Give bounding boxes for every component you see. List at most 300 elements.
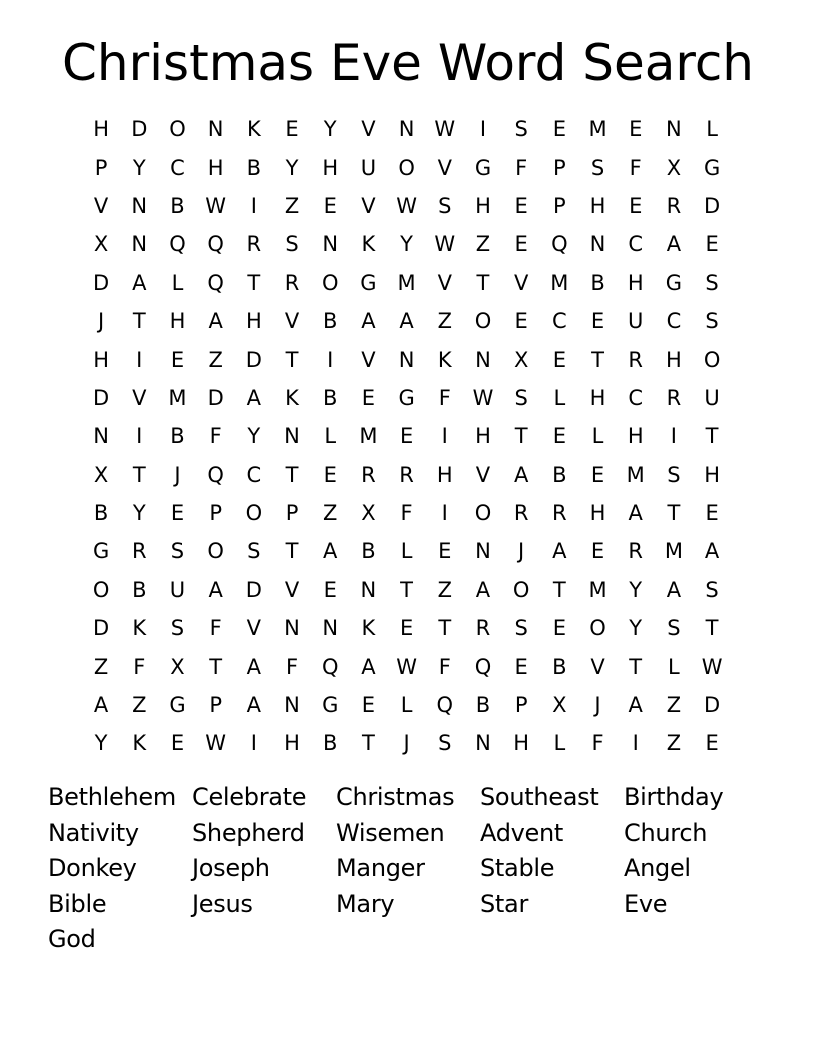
grid-letter: G	[322, 693, 339, 718]
grid-letter: H	[169, 309, 186, 334]
grid-letter: O	[474, 309, 492, 334]
grid-letter: Y	[400, 232, 413, 257]
grid-letter: G	[398, 385, 415, 410]
grid-letter: F	[285, 654, 299, 679]
word-list-item: Angel	[624, 854, 691, 883]
grid-letter: E	[705, 501, 719, 526]
grid-letter: E	[552, 347, 566, 372]
grid-letter: R	[475, 616, 491, 641]
grid-letter: G	[92, 539, 110, 564]
grid-letter: I	[250, 193, 257, 218]
grid-letter: W	[434, 117, 456, 142]
grid-letter: V	[437, 155, 452, 180]
grid-letter: N	[475, 539, 491, 564]
grid-letter: G	[169, 693, 186, 718]
grid-letter: L	[553, 731, 566, 756]
grid-letter: A	[513, 462, 529, 487]
grid-letter: V	[284, 577, 300, 602]
word-list-item: Star	[480, 889, 529, 918]
grid-letter: E	[590, 539, 605, 564]
grid-letter: S	[705, 577, 719, 602]
word-list-item: Birthday	[624, 783, 724, 811]
grid-letter: H	[207, 155, 224, 180]
grid-letter: E	[629, 193, 643, 218]
grid-letter: C	[628, 232, 644, 257]
grid-letter: E	[514, 309, 528, 334]
grid-letter: A	[628, 501, 643, 526]
grid-letter: S	[590, 155, 605, 180]
grid-letter: A	[628, 693, 643, 718]
word-list-item: God	[48, 925, 96, 954]
grid-letter: E	[629, 117, 643, 142]
grid-letter: V	[361, 193, 376, 218]
word-list	[48, 780, 788, 958]
grid-letter: V	[132, 385, 147, 410]
grid-row	[82, 264, 732, 302]
grid-letter: E	[361, 693, 376, 718]
grid-letter: U	[360, 155, 377, 180]
grid-letter: A	[361, 309, 376, 334]
grid-letter: T	[400, 577, 413, 602]
grid-letter: C	[246, 462, 262, 487]
page-title: Christmas Eve Word Search	[61, 34, 755, 92]
grid-letter: L	[553, 385, 566, 410]
grid-letter: V	[361, 117, 376, 142]
grid-letter: Y	[247, 424, 261, 449]
grid-letter: N	[475, 731, 491, 756]
grid-letter: Y	[132, 155, 146, 180]
grid-letter: V	[284, 309, 300, 334]
grid-letter: S	[438, 731, 452, 756]
grid-letter: L	[400, 539, 413, 564]
grid-letter: G	[703, 155, 721, 180]
word-list-item: Joseph	[192, 854, 270, 883]
grid-letter: T	[247, 270, 261, 295]
grid-letter: I	[441, 424, 448, 449]
grid-letter: C	[628, 385, 644, 410]
grid-letter: O	[245, 501, 263, 526]
grid-letter: B	[552, 654, 567, 679]
grid-letter: R	[628, 539, 644, 564]
word-list-item: Mary	[336, 889, 395, 918]
grid-row	[82, 571, 732, 609]
grid-letter: S	[170, 539, 185, 564]
grid-letter: Z	[437, 309, 452, 334]
grid-letter: T	[285, 462, 299, 487]
grid-letter: V	[361, 347, 376, 372]
grid-letter: T	[514, 424, 528, 449]
grid-letter: H	[93, 117, 109, 142]
grid-letter: X	[552, 693, 567, 718]
grid-letter: M	[626, 462, 645, 487]
grid-row	[82, 647, 732, 685]
grid-letter: R	[666, 385, 682, 410]
grid-letter: T	[285, 347, 299, 372]
grid-letter: L	[706, 117, 718, 142]
grid-letter: H	[513, 731, 530, 756]
grid-letter: Y	[323, 117, 337, 142]
grid-letter: R	[628, 347, 644, 372]
grid-letter: C	[552, 309, 567, 334]
grid-letter: Z	[93, 654, 109, 679]
grid-letter: Q	[474, 654, 492, 679]
grid-letter: K	[361, 232, 376, 257]
grid-letter: Q	[321, 654, 339, 679]
grid-letter: Q	[207, 270, 224, 295]
grid-letter: B	[132, 577, 147, 602]
grid-letter: H	[627, 424, 644, 449]
grid-letter: E	[361, 385, 376, 410]
grid-letter: S	[705, 309, 719, 334]
word-list-item: Celebrate	[192, 783, 307, 811]
grid-letter: Z	[475, 232, 491, 257]
grid-letter: P	[94, 155, 108, 180]
grid-letter: X	[93, 232, 109, 257]
grid-letter: M	[664, 539, 683, 564]
grid-letter: Z	[132, 693, 147, 718]
grid-letter: N	[475, 347, 491, 372]
grid-letter: N	[589, 232, 606, 257]
grid-letter: S	[285, 232, 299, 257]
grid-letter: E	[552, 117, 566, 142]
grid-row	[82, 456, 732, 494]
grid-letter: L	[324, 424, 337, 449]
grid-letter: A	[246, 693, 262, 718]
grid-row	[82, 225, 732, 263]
grid-letter: H	[589, 501, 606, 526]
grid-row	[82, 532, 732, 570]
grid-letter: Q	[436, 693, 454, 718]
grid-letter: X	[93, 462, 109, 487]
grid-letter: H	[475, 193, 491, 218]
grid-letter: N	[284, 424, 300, 449]
grid-letter: J	[594, 693, 601, 718]
grid-letter: N	[322, 616, 339, 641]
grid-letter: P	[514, 693, 528, 718]
grid-letter: A	[361, 654, 376, 679]
grid-letter: A	[93, 693, 109, 718]
grid-letter: O	[474, 501, 492, 526]
grid-letter: T	[629, 654, 643, 679]
grid-letter: S	[667, 616, 681, 641]
grid-letter: D	[131, 117, 148, 142]
grid-letter: F	[400, 501, 413, 526]
grid-letter: Q	[207, 462, 224, 487]
grid-letter: B	[475, 693, 491, 718]
grid-letter: N	[284, 616, 300, 641]
grid-letter: E	[552, 424, 566, 449]
grid-letter: S	[514, 616, 528, 641]
grid-letter: D	[93, 616, 110, 641]
grid-letter: B	[323, 731, 338, 756]
grid-letter: R	[513, 501, 529, 526]
grid-letter: Z	[437, 577, 452, 602]
grid-letter: D	[245, 347, 262, 372]
grid-letter: S	[438, 193, 452, 218]
grid-letter: R	[361, 462, 376, 487]
grid-letter: W	[701, 654, 723, 679]
grid-letter: W	[396, 654, 417, 679]
grid-letter: G	[360, 270, 377, 295]
grid-letter: Q	[551, 232, 568, 257]
grid-letter: N	[93, 424, 109, 449]
grid-letter: D	[93, 385, 110, 410]
grid-letter: Z	[208, 347, 223, 372]
grid-letter: M	[588, 117, 607, 142]
grid-letter: N	[398, 347, 415, 372]
grid-letter: U	[169, 577, 186, 602]
grid-letter: H	[704, 462, 720, 487]
word-list-item: Manger	[336, 854, 425, 883]
grid-letter: S	[514, 117, 528, 142]
grid-letter: Q	[169, 232, 186, 257]
grid-letter: I	[136, 347, 143, 372]
grid-letter: A	[208, 577, 223, 602]
grid-letter: A	[666, 577, 682, 602]
grid-letter: J	[174, 462, 181, 487]
grid-letter: H	[475, 424, 491, 449]
grid-letter: T	[552, 577, 566, 602]
grid-letter: S	[705, 270, 719, 295]
grid-letter: N	[666, 117, 682, 142]
grid-letter: B	[170, 424, 185, 449]
grid-letter: F	[591, 731, 604, 756]
grid-letter: F	[133, 654, 146, 679]
grid-letter: E	[590, 462, 605, 487]
grid-letter: O	[169, 117, 186, 142]
grid-letter: U	[704, 385, 720, 410]
grid-letter: W	[472, 385, 494, 410]
grid-letter: R	[246, 232, 262, 257]
grid-letter: Q	[207, 232, 224, 257]
grid-letter: E	[170, 731, 185, 756]
grid-letter: R	[131, 539, 147, 564]
grid-row	[82, 686, 732, 724]
grid-letter: X	[170, 654, 185, 679]
grid-letter: R	[552, 501, 567, 526]
grid-letter: B	[361, 539, 376, 564]
grid-letter: K	[132, 731, 147, 756]
grid-letter: J	[403, 731, 410, 756]
grid-letter: E	[323, 462, 337, 487]
grid-letter: B	[323, 309, 338, 334]
grid-letter: M	[588, 577, 607, 602]
grid-letter: T	[132, 309, 146, 334]
word-list-item: Jesus	[192, 889, 253, 918]
grid-letter: N	[398, 117, 415, 142]
grid-letter: N	[207, 117, 224, 142]
grid-letter: E	[170, 501, 185, 526]
word-list-item: Donkey	[48, 854, 137, 883]
grid-letter: E	[285, 117, 299, 142]
grid-letter: A	[208, 309, 223, 334]
grid-letter: O	[703, 347, 721, 372]
grid-row	[82, 724, 732, 762]
grid-letter: E	[170, 347, 185, 372]
grid-letter: T	[132, 462, 146, 487]
grid-letter: V	[437, 270, 452, 295]
grid-letter: M	[359, 424, 378, 449]
grid-row	[82, 609, 732, 647]
grid-letter: I	[250, 731, 257, 756]
grid-letter: R	[666, 193, 682, 218]
grid-letter: O	[92, 577, 110, 602]
grid-letter: I	[136, 424, 143, 449]
grid-letter: N	[360, 577, 377, 602]
grid-letter: H	[627, 270, 644, 295]
grid-letter: I	[632, 731, 639, 756]
grid-letter: E	[399, 616, 414, 641]
grid-letter: H	[245, 309, 262, 334]
grid-letter: D	[704, 193, 721, 218]
grid-letter: D	[93, 270, 110, 295]
grid-letter: N	[322, 232, 339, 257]
grid-letter: Z	[323, 501, 338, 526]
grid-letter: F	[515, 155, 528, 180]
grid-letter: M	[168, 385, 187, 410]
grid-letter: A	[246, 385, 262, 410]
grid-letter: T	[361, 731, 375, 756]
grid-row	[82, 340, 732, 378]
grid-letter: Y	[94, 731, 108, 756]
grid-letter: Z	[284, 193, 300, 218]
grid-letter: V	[93, 193, 109, 218]
word-list-item: Shepherd	[192, 818, 305, 847]
grid-letter: E	[323, 577, 337, 602]
grid-letter: A	[132, 270, 147, 295]
grid-letter: C	[170, 155, 185, 180]
grid-letter: V	[246, 616, 262, 641]
grid-letter: A	[552, 539, 567, 564]
grid-letter: T	[209, 654, 223, 679]
grid-row	[82, 187, 732, 225]
grid-letter: N	[131, 193, 148, 218]
grid-letter: P	[553, 155, 566, 180]
grid-letter: A	[704, 539, 720, 564]
grid-letter: H	[666, 347, 682, 372]
grid-letter: Y	[285, 155, 299, 180]
grid-letter: B	[246, 155, 262, 180]
grid-letter: T	[705, 424, 719, 449]
grid-row	[82, 417, 732, 455]
grid-letter: T	[476, 270, 490, 295]
grid-letter: Y	[629, 577, 643, 602]
grid-letter: O	[589, 616, 606, 641]
grid-letter: B	[552, 462, 567, 487]
grid-letter: W	[205, 193, 227, 218]
grid-letter: F	[209, 424, 222, 449]
grid-letter: J	[97, 309, 105, 334]
grid-letter: H	[589, 193, 606, 218]
grid-letter: D	[704, 693, 721, 718]
grid-letter: I	[327, 347, 334, 372]
grid-letter: C	[666, 309, 682, 334]
grid-letter: K	[246, 117, 261, 142]
grid-letter: X	[666, 155, 682, 180]
grid-letter: S	[247, 539, 261, 564]
grid-letter: B	[590, 270, 605, 295]
grid-row	[82, 148, 732, 186]
grid-letter: F	[209, 616, 222, 641]
grid-letter: A	[246, 654, 262, 679]
grid-letter: H	[284, 731, 300, 756]
grid-letter: E	[399, 424, 414, 449]
grid-letter: H	[93, 347, 109, 372]
grid-letter: E	[438, 539, 452, 564]
grid-letter: L	[668, 654, 680, 679]
grid-row	[82, 494, 732, 532]
grid-letter: G	[665, 270, 683, 295]
grid-letter: X	[361, 501, 376, 526]
grid-row	[82, 379, 732, 417]
grid-letter: G	[474, 155, 492, 180]
word-list-item: Bethlehem	[48, 783, 176, 811]
grid-row	[82, 302, 732, 340]
grid-letter: R	[399, 462, 414, 487]
grid-letter: I	[670, 424, 677, 449]
grid-letter: S	[170, 616, 185, 641]
grid-letter: O	[512, 577, 530, 602]
grid-letter: O	[207, 539, 224, 564]
grid-letter: D	[207, 385, 224, 410]
grid-letter: O	[398, 155, 415, 180]
grid-letter: K	[437, 347, 452, 372]
grid-letter: F	[629, 155, 642, 180]
word-list-item: Bible	[48, 889, 107, 918]
grid-letter: W	[396, 193, 417, 218]
grid-letter: F	[438, 385, 451, 410]
word-list-item: Advent	[480, 818, 564, 847]
grid-letter: Z	[666, 693, 682, 718]
grid-letter: F	[438, 654, 451, 679]
grid-letter: Y	[629, 616, 643, 641]
word-list-item: Church	[624, 818, 708, 847]
grid-letter: V	[590, 654, 605, 679]
grid-letter: A	[323, 539, 338, 564]
grid-letter: M	[550, 270, 569, 295]
grid-letter: M	[397, 270, 416, 295]
word-list-item: Stable	[480, 854, 555, 883]
grid-letter: I	[479, 117, 487, 142]
word-list-item: Christmas	[336, 783, 455, 811]
grid-letter: Z	[666, 731, 682, 756]
grid-letter: X	[513, 347, 529, 372]
grid-letter: N	[284, 693, 300, 718]
grid-letter: A	[399, 309, 414, 334]
grid-letter: J	[518, 539, 525, 564]
grid-letter: B	[93, 501, 109, 526]
grid-letter: E	[514, 654, 528, 679]
grid-letter: E	[705, 232, 719, 257]
grid-letter: E	[705, 731, 719, 756]
grid-letter: P	[209, 501, 222, 526]
grid-letter: K	[285, 385, 299, 410]
grid-letter: W	[205, 731, 227, 756]
grid-letter: I	[441, 501, 448, 526]
grid-letter: E	[552, 616, 566, 641]
grid-letter: Y	[132, 501, 146, 526]
grid-letter: H	[436, 462, 453, 487]
grid-letter: B	[170, 193, 185, 218]
grid-letter: E	[590, 309, 605, 334]
word-list-item: Eve	[624, 889, 668, 918]
grid-letter: E	[323, 193, 337, 218]
grid-letter: T	[591, 347, 604, 372]
grid-letter: U	[628, 309, 644, 334]
grid-row	[82, 110, 732, 148]
grid-letter: E	[514, 232, 528, 257]
grid-letter: S	[514, 385, 528, 410]
